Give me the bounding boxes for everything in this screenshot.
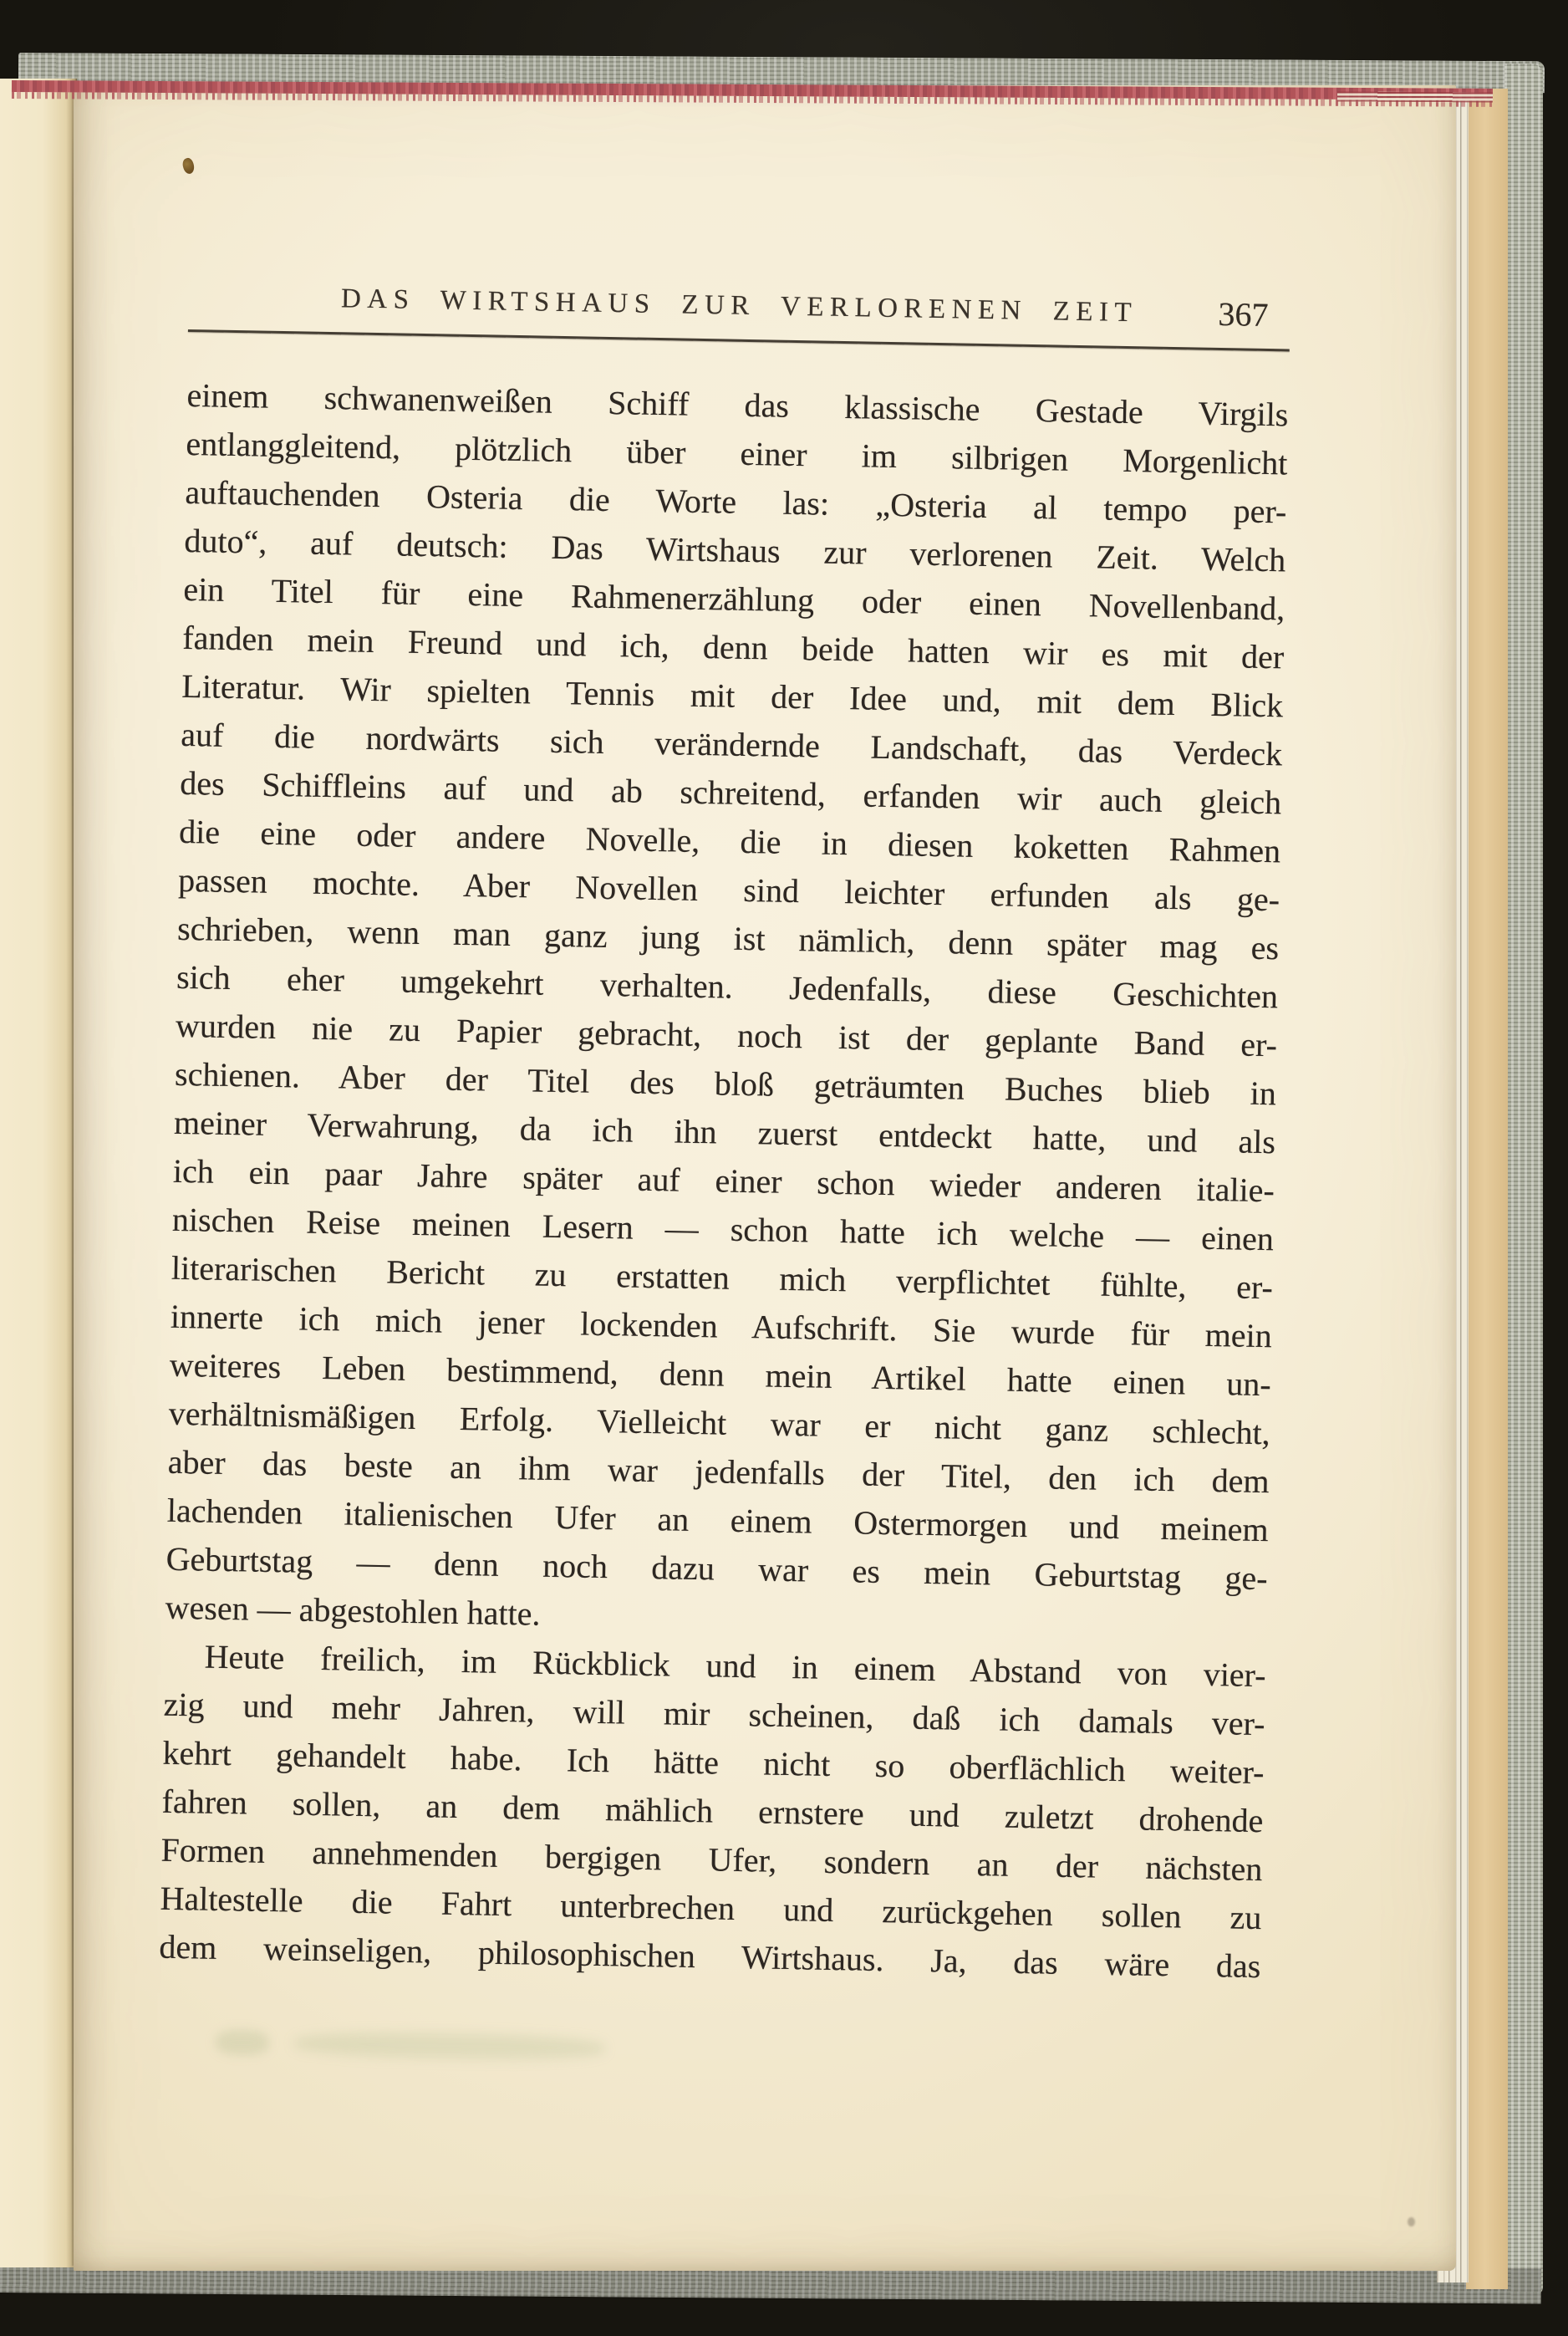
red-edge-page-layers [1337, 91, 1493, 102]
show-through-smudge [216, 2029, 270, 2055]
book-cover-right-edge [1504, 64, 1543, 2294]
text-line: Geburtstag — denn noch dazu war es mein Geburtstag ge- [165, 1539, 1268, 1598]
text-line: nischen Reise meinen Lesern — schon hatte ich welche — einen [171, 1200, 1275, 1258]
text-line: meiner Verwahrung, da ich ihn zuerst entdeckt hatte, und als [173, 1103, 1276, 1161]
text-line: literarischen Bericht zu erstatten mich verpflichtet fühlte, er- [171, 1248, 1274, 1307]
text-line: Formen annehmenden bergigen Ufer, sondern an der nächsten [160, 1830, 1263, 1889]
paper-speck-small [1408, 2217, 1415, 2226]
endpaper-edge-strip [1466, 89, 1508, 2289]
text-line: wurden nie zu Papier gebracht, noch ist der geplante Band er- [175, 1006, 1278, 1064]
text-line: die eine oder andere Novelle, die in diesen koketten Rahmen [178, 812, 1281, 870]
facing-page-sliver [0, 79, 77, 2267]
text-line: zig und mehr Jahren, will mir scheinen, daß ich damals ver- [163, 1685, 1265, 1743]
text-line: schrieben, wenn man ganz jung ist nämlich, denn später mag es [176, 909, 1280, 967]
body-text [159, 371, 1289, 1991]
text-line: Heute freilich, im Rückblick und in einem Abstand von vier- [204, 1637, 1266, 1695]
text-line: Literatur. Wir spielten Tennis mit der Idee und, mit dem Blick [181, 666, 1284, 725]
text-block [159, 281, 1291, 1991]
page-number: 367 [1218, 294, 1269, 334]
text-line: innerte ich mich jener lockenden Aufschrift. Sie wurde für mein [170, 1297, 1273, 1355]
text-line: ich ein paar Jahre später auf einer schon wieder anderen italie- [172, 1151, 1275, 1210]
text-line: schienen. Aber der Titel des bloß geträumten Buches blieb in [174, 1054, 1277, 1113]
text-line: sich eher umgekehrt verhalten. Jedenfalls, diese Geschichten [176, 957, 1279, 1016]
text-line: auf die nordwärts sich verändernde Landschaft, das Verdeck [180, 715, 1283, 773]
text-line: wesen — abgestohlen hatte. [165, 1588, 541, 1633]
text-line: fanden mein Freund und ich, denn beide hatten wir es mit der [182, 618, 1285, 676]
text-line: duto“, auf deutsch: Das Wirtshaus zur verlorenen Zeit. Welch [184, 521, 1286, 579]
text-line: Haltestelle die Fahrt unterbrechen und zurückgehen sollen zu [160, 1879, 1262, 1937]
text-line: lachenden italienischen Ufer an einem Ostermorgen und meinem [166, 1491, 1270, 1549]
text-line: dem weinseligen, philosophischen Wirtshaus. Ja, das wäre das [159, 1927, 1261, 1986]
text-line: verhältnismäßigen Erfolg. Vielleicht war er nicht ganz schlecht, [168, 1394, 1271, 1452]
running-head-title: DAS WIRTSHAUS ZUR VERLORENEN ZEIT [340, 283, 1138, 329]
text-line: auftauchenden Osteria die Worte las: „Osteria al tempo per- [185, 472, 1287, 531]
text-line: fahren sollen, an dem mählich ernstere und zuletzt drohende [161, 1782, 1264, 1840]
text-line: weiteres Leben bestimmend, denn mein Artikel hatte einen un- [169, 1345, 1272, 1404]
text-line: aber das beste an ihm war jedenfalls der Titel, den ich dem [167, 1442, 1270, 1501]
text-line: einem schwanenweißen Schiff das klassische Gestade Virgils [186, 375, 1289, 434]
text-line: entlanggleitend, plötzlich über einer im silbrigen Morgenlicht [186, 424, 1288, 482]
text-line: ein Titel für eine Rahmenerzählung oder einen Novellenband, [183, 569, 1285, 628]
text-line: passen mochte. Aber Novellen sind leichter erfunden als ge- [177, 860, 1280, 919]
text-line: des Schiffleins auf und ab schreitend, erfanden wir auch gleich [179, 763, 1282, 822]
text-line: kehrt gehandelt habe. Ich hätte nicht so oberflächlich weiter- [162, 1733, 1265, 1792]
